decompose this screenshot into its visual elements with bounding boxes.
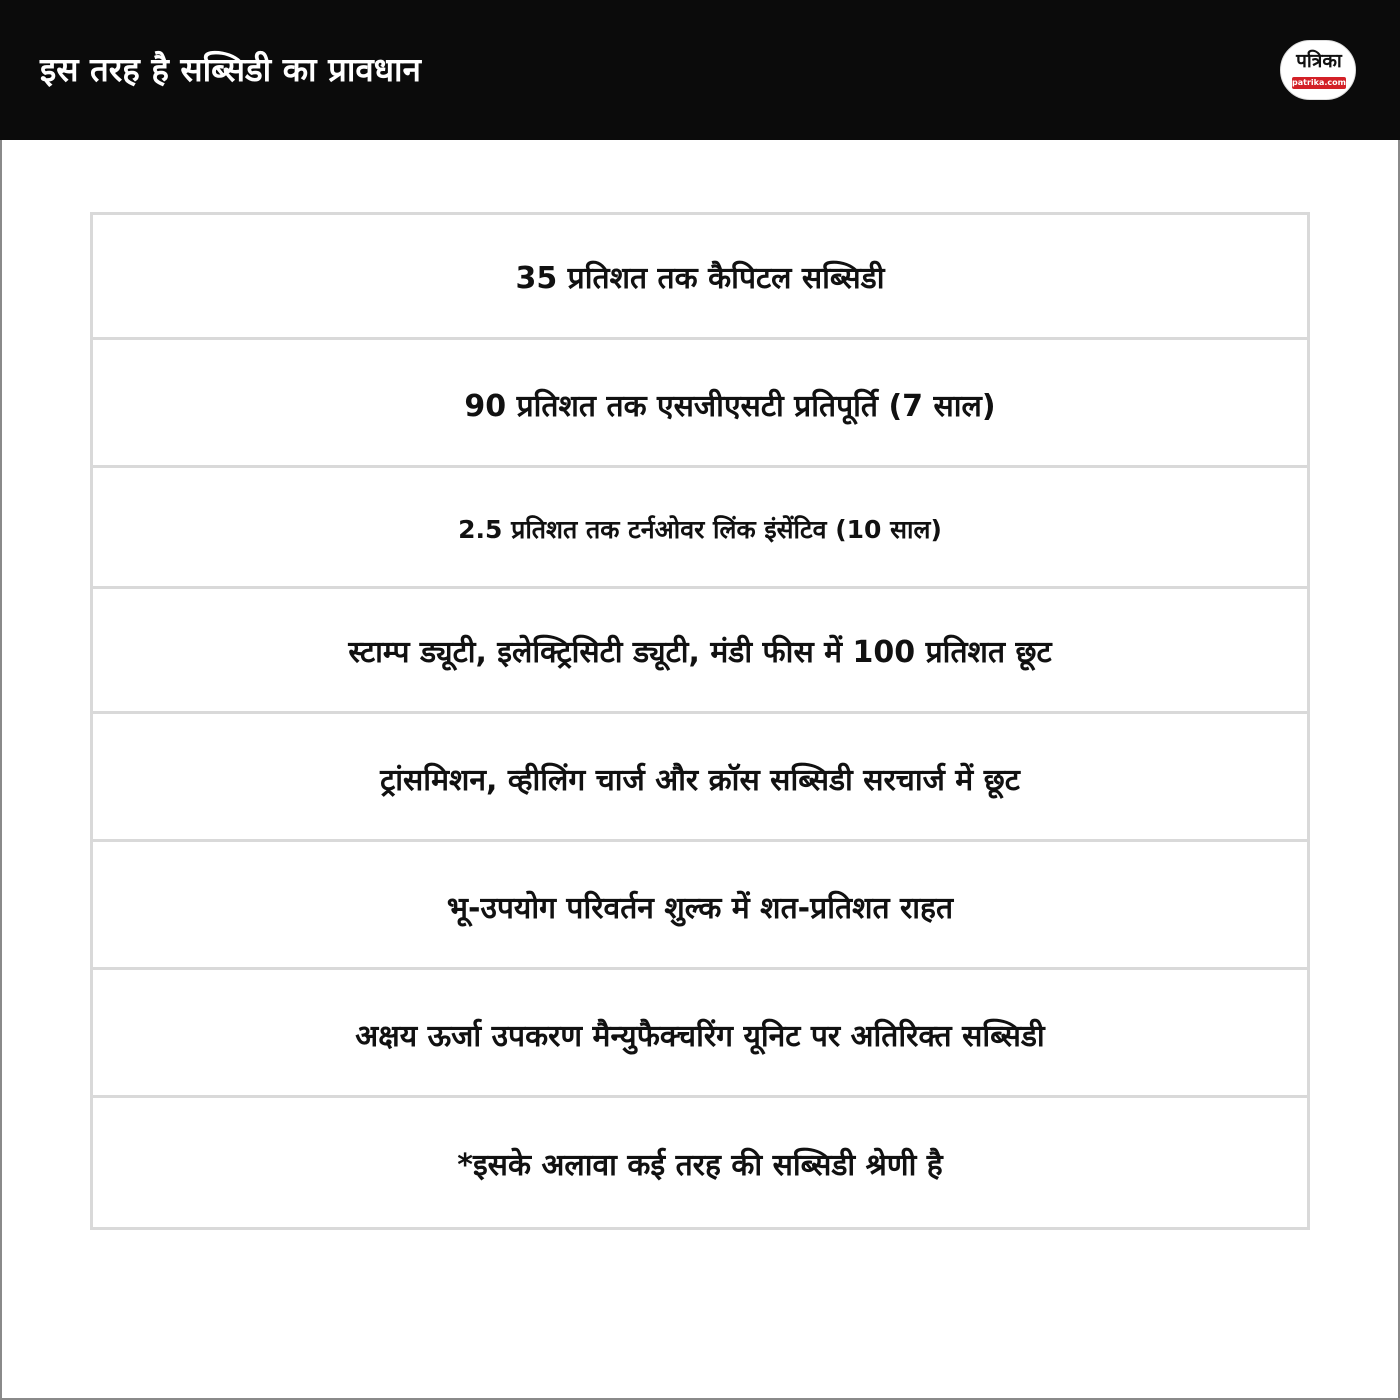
logo-domain: patrika.com <box>1292 78 1346 87</box>
patrika-logo <box>1280 40 1356 100</box>
table-row <box>93 1101 1307 1226</box>
table-row <box>93 215 1307 340</box>
row-text: 90 प्रतिशत तक एसजीएसटी प्रतिपूर्ति (7 साल) <box>464 388 996 424</box>
row-text: ट्रांसमिशन, व्हीलिंग चार्ज और क्रॉस सब्सिडी सरचार्ज में छूट <box>380 762 1020 798</box>
logo-wordmark: पत्रिका <box>1296 50 1342 72</box>
row-text: 2.5 प्रतिशत तक टर्नओवर लिंक इंसेंटिव (10 साल) <box>458 514 942 544</box>
row-text: अक्षय ऊर्जा उपकरण मैन्युफैक्चरिंग यूनिट पर अतिरिक्त सब्सिडी <box>355 1018 1045 1054</box>
row-text: स्टाम्प ड्यूटी, इलेक्ट्रिसिटी ड्यूटी, मंडी फीस में 100 प्रतिशत छूट <box>348 634 1052 670</box>
row-text: *इसके अलावा कई तरह की सब्सिडी श्रेणी है <box>457 1148 943 1183</box>
page-title: इस तरह है सब्सिडी का प्रावधान <box>40 50 421 89</box>
subsidy-table <box>90 212 1310 1230</box>
table-row <box>93 845 1307 970</box>
table-row <box>93 973 1307 1098</box>
row-text: भू-उपयोग परिवर्तन शुल्क में शत-प्रतिशत राहत <box>446 890 954 926</box>
row-text: 35 प्रतिशत तक कैपिटल सब्सिडी <box>515 260 885 296</box>
table-row <box>93 717 1307 842</box>
table-row <box>93 471 1307 589</box>
header-bar <box>0 0 1400 140</box>
table-row <box>93 343 1307 468</box>
table-row <box>93 589 1307 714</box>
